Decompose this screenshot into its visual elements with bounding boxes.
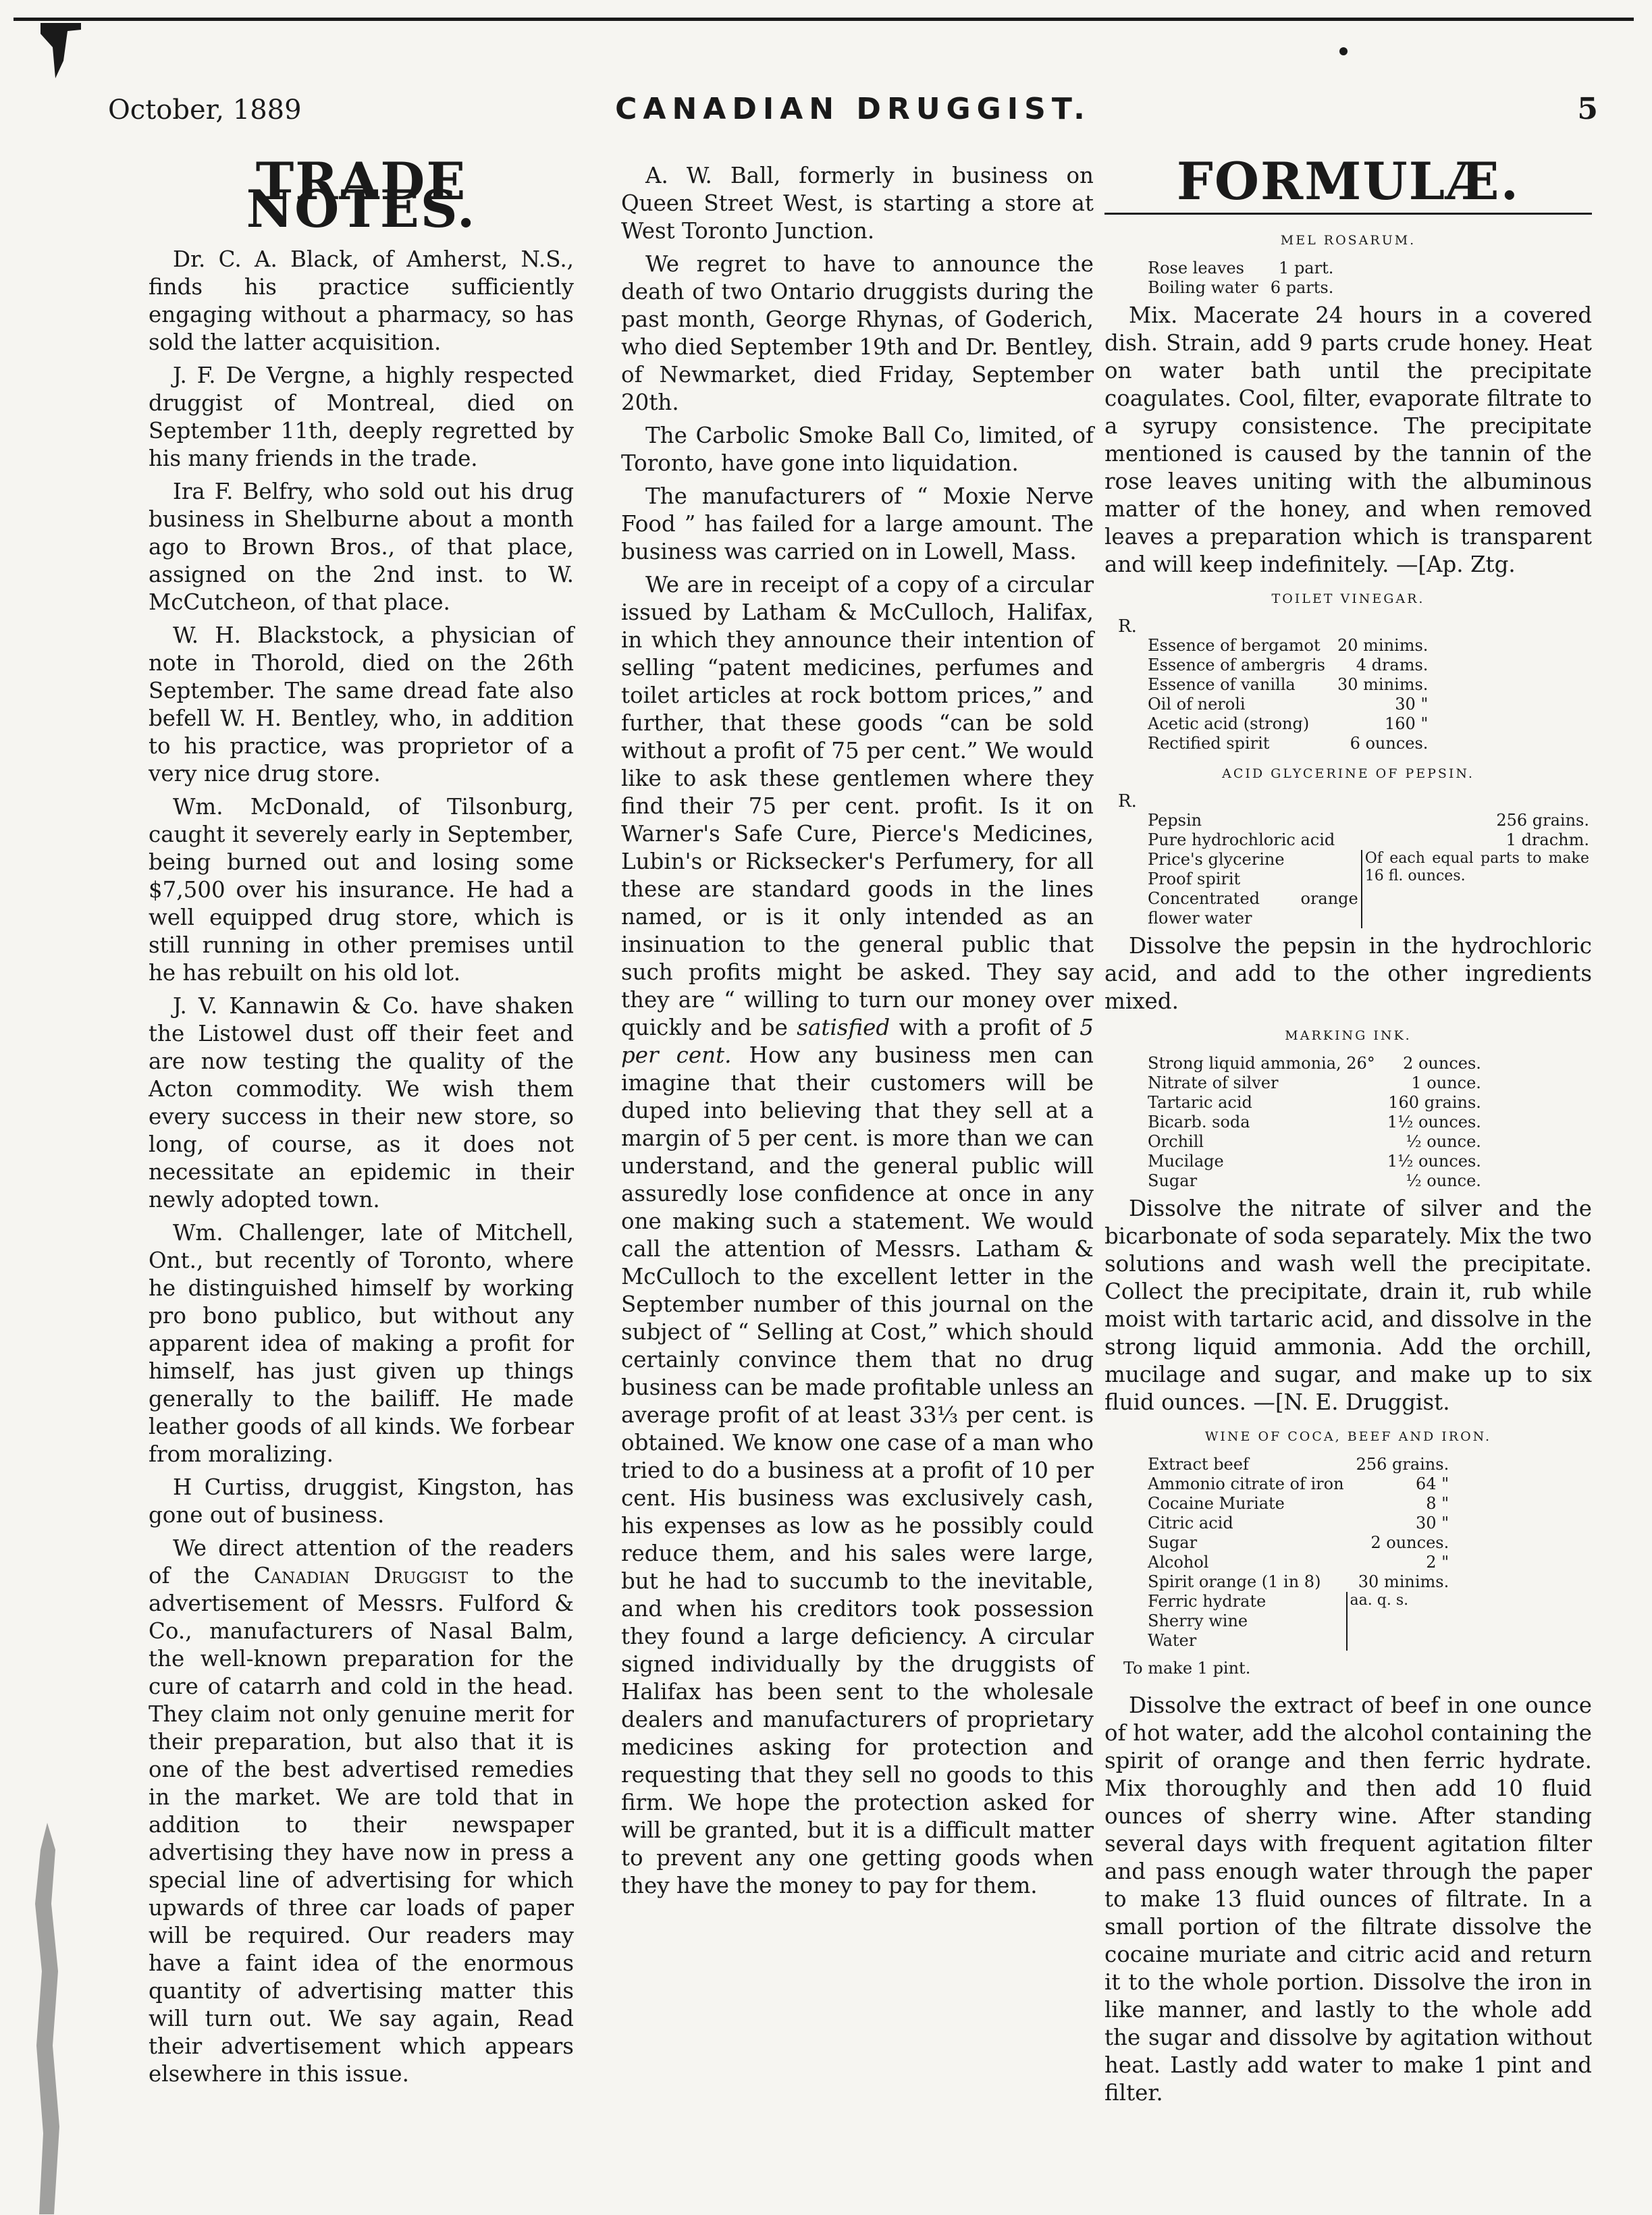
ingredient-table xyxy=(1145,811,1592,928)
table-row: Orchill ½ ounce. xyxy=(1148,1132,1481,1151)
recipe-title: ACID GLYCERINE OF PEPSIN. xyxy=(1222,766,1474,781)
table-row: Concentrated orange flower water xyxy=(1148,889,1358,928)
formulae-column xyxy=(1104,151,1592,2112)
table-row: Rectified spirit 6 ounces. xyxy=(1148,734,1429,753)
table-row: Ammonio citrate of iron 64 " xyxy=(1148,1474,1449,1493)
news-item: H Curtiss, druggist, Kingston, has gone out of business. xyxy=(149,1474,574,1528)
recipe-title: TOILET VINEGAR. xyxy=(1271,591,1425,606)
heading-rule xyxy=(1104,213,1592,215)
journal-title: CANADIAN DRUGGIST. xyxy=(615,92,1091,126)
table-row: Rose leaves 1 part. xyxy=(1148,259,1334,277)
grouped-quantity: aa. q. s. xyxy=(1347,1592,1452,1651)
news-item: Wm. Challenger, late of Mitchell, Ont., but recently of Toronto, where he distinguished himself by working pro bono publico, but without any apparent idea of making a profit for himself, has just given up things generally to the bailiff. He made leather goods of all kinds. We forbear from moralizing. xyxy=(149,1220,574,1467)
table-row: Citric acid 30 " xyxy=(1148,1514,1449,1532)
news-item: The manufacturers of “ Moxie Nerve Food ” has failed for a large amount. The business was carried on in Lowell, Mass. xyxy=(621,483,1094,564)
ink-blot-mark xyxy=(14,20,88,81)
news-item: J. F. De Vergne, a highly respected druggist of Montreal, died on September 11th, deeply regretted by his many friends in the trade. xyxy=(149,363,574,471)
table-row: Tartaric acid 160 grains. xyxy=(1148,1093,1481,1112)
table-row: Nitrate of silver 1 ounce. xyxy=(1148,1073,1481,1092)
table-row: Essence of bergamot 20 minims. xyxy=(1148,636,1429,655)
table-row: Sugar ½ ounce. xyxy=(1148,1171,1481,1190)
news-item: The Carbolic Smoke Ball Co, limited, of Toronto, have gone into liquidation. xyxy=(621,423,1094,476)
yield-note: To make 1 pint. xyxy=(1123,1659,1251,1678)
table-row: Alcohol 2 " xyxy=(1148,1553,1449,1572)
page-number: 5 xyxy=(1577,92,1598,126)
table-row: Cocaine Muriate 8 " xyxy=(1148,1494,1449,1513)
table-row: Ferric hydrate aa. q. s. xyxy=(1145,1592,1451,1611)
trade-notes-heading: TRADE NOTES. xyxy=(246,151,477,239)
recipe-title: WINE OF COCA, BEEF AND IRON. xyxy=(1204,1429,1492,1444)
table-row: Essence of ambergris 4 drams. xyxy=(1148,656,1429,674)
middle-column xyxy=(621,162,1094,1905)
table-row: Extract beef 256 grains. xyxy=(1148,1455,1449,1474)
recipe-instructions: Dissolve the nitrate of silver and the bicarbonate of soda separately. Mix the two solutions and wash well the precipitate. Collect the precipitate, drain it, rub while moist with tartaric acid, and dissolve in the strong liquid ammonia. Add the orchill, mucilage and sugar, and make up to six fluid ounces. —[N. E. Druggist. xyxy=(1104,1196,1592,1415)
news-item: Ira F. Belfry, who sold out his drug business in Shelburne about a month ago to Brown Bros., of that place, assigned on the 2nd inst. to W. McCutcheon, of that place. xyxy=(149,479,574,615)
table-row: Boiling water 6 parts. xyxy=(1148,278,1334,297)
grouped-quantity: Of each equal parts to make 16 fl. ounces. xyxy=(1362,850,1592,928)
news-item: We regret to have to announce the death of two Ontario druggists during the past month, George Rhynas, of Goderich, who died September 19th and Dr. Bentley, of Newmarket, died Friday, September 20th. xyxy=(621,251,1094,415)
news-item: Wm. McDonald, of Tilsonburg, caught it severely early in September, being burned out and losing some $7,500 over his insurance. He had a well equipped drug store, which is still running in other premises until he has rebuilt on his old lot. xyxy=(149,794,574,986)
table-row: Essence of vanilla 30 minims. xyxy=(1148,675,1429,694)
recipe-title: MEL ROSARUM. xyxy=(1280,233,1416,248)
circular-editorial: We are in receipt of a copy of a circular issued by Latham & McCulloch, Halifax, in which they announce their intention of selling “patent medicines, perfumes and toilet articles at rock bottom prices,” and further, that these goods “can be sold without a profit of 75 per cent.” We would like to ask these gentlemen where they find their 75 per cent. profit. Is it on Warner's Safe Cure, Pierce's Medicines, Lubin's or Ricksecker's Perfumery, for all these are standard goods in the lines named, or is it only intended as an insinuation to the general public that such profits might be asked. They say they are “ willing to turn our money over quickly and be satisfied with a profit of 5 per cent. How any business men can imagine that their customers will be duped into believing that they sell at a margin of 5 per cent. is more than we can understand, and the general public will assuredly lose confidence at once in any one making such a statement. We would call the attention of Messrs. Latham & McCulloch to the excellent letter in the September number of this journal on the subject of “ Selling at Cost,” which should certainly convince them that no drug business can be made profitable unless an average profit of at least 33⅓ per cent. is obtained. We know one case of a man who tried to do a business at a profit of 10 per cent. His business was exclusively cash, his expenses as low as he possibly could reduce them, and his sales were large, but he had to succumb to the inevitable, and when his creditors took possession they found a large deficiency. A circular signed individually by the druggists of Halifax has been sent to the wholesale dealers and manufacturers of proprietary medicines asking for protection and requesting that they sell no goods to this firm. We hope the protection asked for will be granted, but it is a difficult matter to prevent any one getting goods when they have the money to pay for them. xyxy=(621,572,1094,1898)
table-row: Sugar 2 ounces. xyxy=(1148,1533,1449,1552)
table-row: Oil of neroli 30 " xyxy=(1148,695,1429,714)
table-row: Pepsin 256 grains. xyxy=(1148,811,1589,830)
table-row: Sherry wine xyxy=(1148,1611,1248,1630)
table-row: Strong liquid ammonia, 26° 2 ounces. xyxy=(1148,1054,1481,1073)
ingredient-table xyxy=(1145,259,1336,298)
recipe-symbol: R. xyxy=(1118,616,1137,637)
ingredient-table xyxy=(1145,1455,1451,1651)
news-item: Dr. C. A. Black, of Amherst, N.S., finds his practice sufficiently engaging without a pharmacy, so has sold the latter acquisition. xyxy=(149,246,574,355)
ingredient-table xyxy=(1145,636,1431,753)
table-row: Acetic acid (strong) 160 " xyxy=(1148,714,1429,733)
recipe-instructions: Mix. Macerate 24 hours in a covered dish. Strain, add 9 parts crude honey. Heat on water bath until the precipitate coagulates. Cool, filter, evaporate filtrate to a syrupy consistence. The precipitate mentioned is caused by the tannin of the rose leaves uniting with the albuminous matter of the honey, and when removed leaves a preparation which is transparent and will keep indefinitely. —[Ap. Ztg. xyxy=(1104,302,1592,577)
table-row: Price's glycerine Of each equal parts to make 16 fl. ounces. xyxy=(1145,850,1592,870)
recipe-instructions: Dissolve the pepsin in the hydrochloric acid, and add to the other ingredients mixed. xyxy=(1104,933,1592,1014)
table-row: Bicarb. soda 1½ ounces. xyxy=(1148,1113,1481,1131)
issue-date: October, 1889 xyxy=(108,95,302,126)
recipe-symbol: R. xyxy=(1118,791,1137,811)
journal-name: Canadian Druggist xyxy=(253,1563,469,1589)
table-row: Proof spirit xyxy=(1148,870,1241,888)
advertisement-notice: We direct attention of the readers of the Canadian Druggist to the advertisement of Messrs. Fulford & Co., manufacturers of Nasal Balm, the well-known preparation for the cure of catarrh and cold in the head. They claim not only genuine merit for their preparation, but also that it is one of the best advertised remedies in the market. We are told that in addition to their newspaper advertising they have now in press a special line of advertising for which upwards of three car loads of paper will be required. Our readers may have a faint idea of the enormous quantity of advertising matter this will turn out. We say again, Read their advertisement which appears elsewhere in this issue. xyxy=(149,1535,574,2087)
recipe-instructions: Dissolve the extract of beef in one ounce of hot water, add the alcohol containing the spirit of orange and then ferric hydrate. Mix thoroughly and then add 10 fluid ounces of sherry wine. After standing several days with frequent agitation filter and pass enough water through the paper to make 13 fluid ounces of filtrate. In a small portion of the filtrate dissolve the cocaine muriate and citric acid and return it to the whole portion. Dissolve the iron in like manner, and lastly to the whole add the sugar and dissolve by agitation without heat. Lastly add water to make 1 pint and filter. xyxy=(1104,1692,1592,2106)
news-item: W. H. Blackstock, a physician of note in Thorold, died on the 26th September. The same dread fate also befell W. H. Bentley, who, in addition to his practice, was proprietor of a very nice drug store. xyxy=(149,622,574,786)
page-header xyxy=(108,92,1598,135)
table-row: Water xyxy=(1148,1631,1197,1650)
trade-notes-column xyxy=(149,151,574,2093)
news-item: J. V. Kannawin & Co. have shaken the Listowel dust off their feet and are now testing the quality of the Acton commodity. We wish them every success in their new store, so long, of course, as it does not necessitate an epidemic in their newly adopted town. xyxy=(149,993,574,1212)
ingredient-table xyxy=(1145,1054,1484,1191)
top-rule xyxy=(14,18,1634,21)
formulae-heading: FORMULÆ. xyxy=(1176,151,1520,211)
table-row: Mucilage 1½ ounces. xyxy=(1148,1152,1481,1171)
recipe-title: MARKING INK. xyxy=(1285,1028,1412,1043)
news-item: A. W. Ball, formerly in business on Queen Street West, is starting a store at West Toronto Junction. xyxy=(621,163,1094,244)
ink-dot xyxy=(1339,47,1348,55)
scan-edge-mark xyxy=(27,1823,61,2214)
table-row: Pure hydrochloric acid 1 drachm. xyxy=(1148,830,1589,849)
table-row: Spirit orange (1 in 8) 30 minims. xyxy=(1148,1572,1449,1591)
